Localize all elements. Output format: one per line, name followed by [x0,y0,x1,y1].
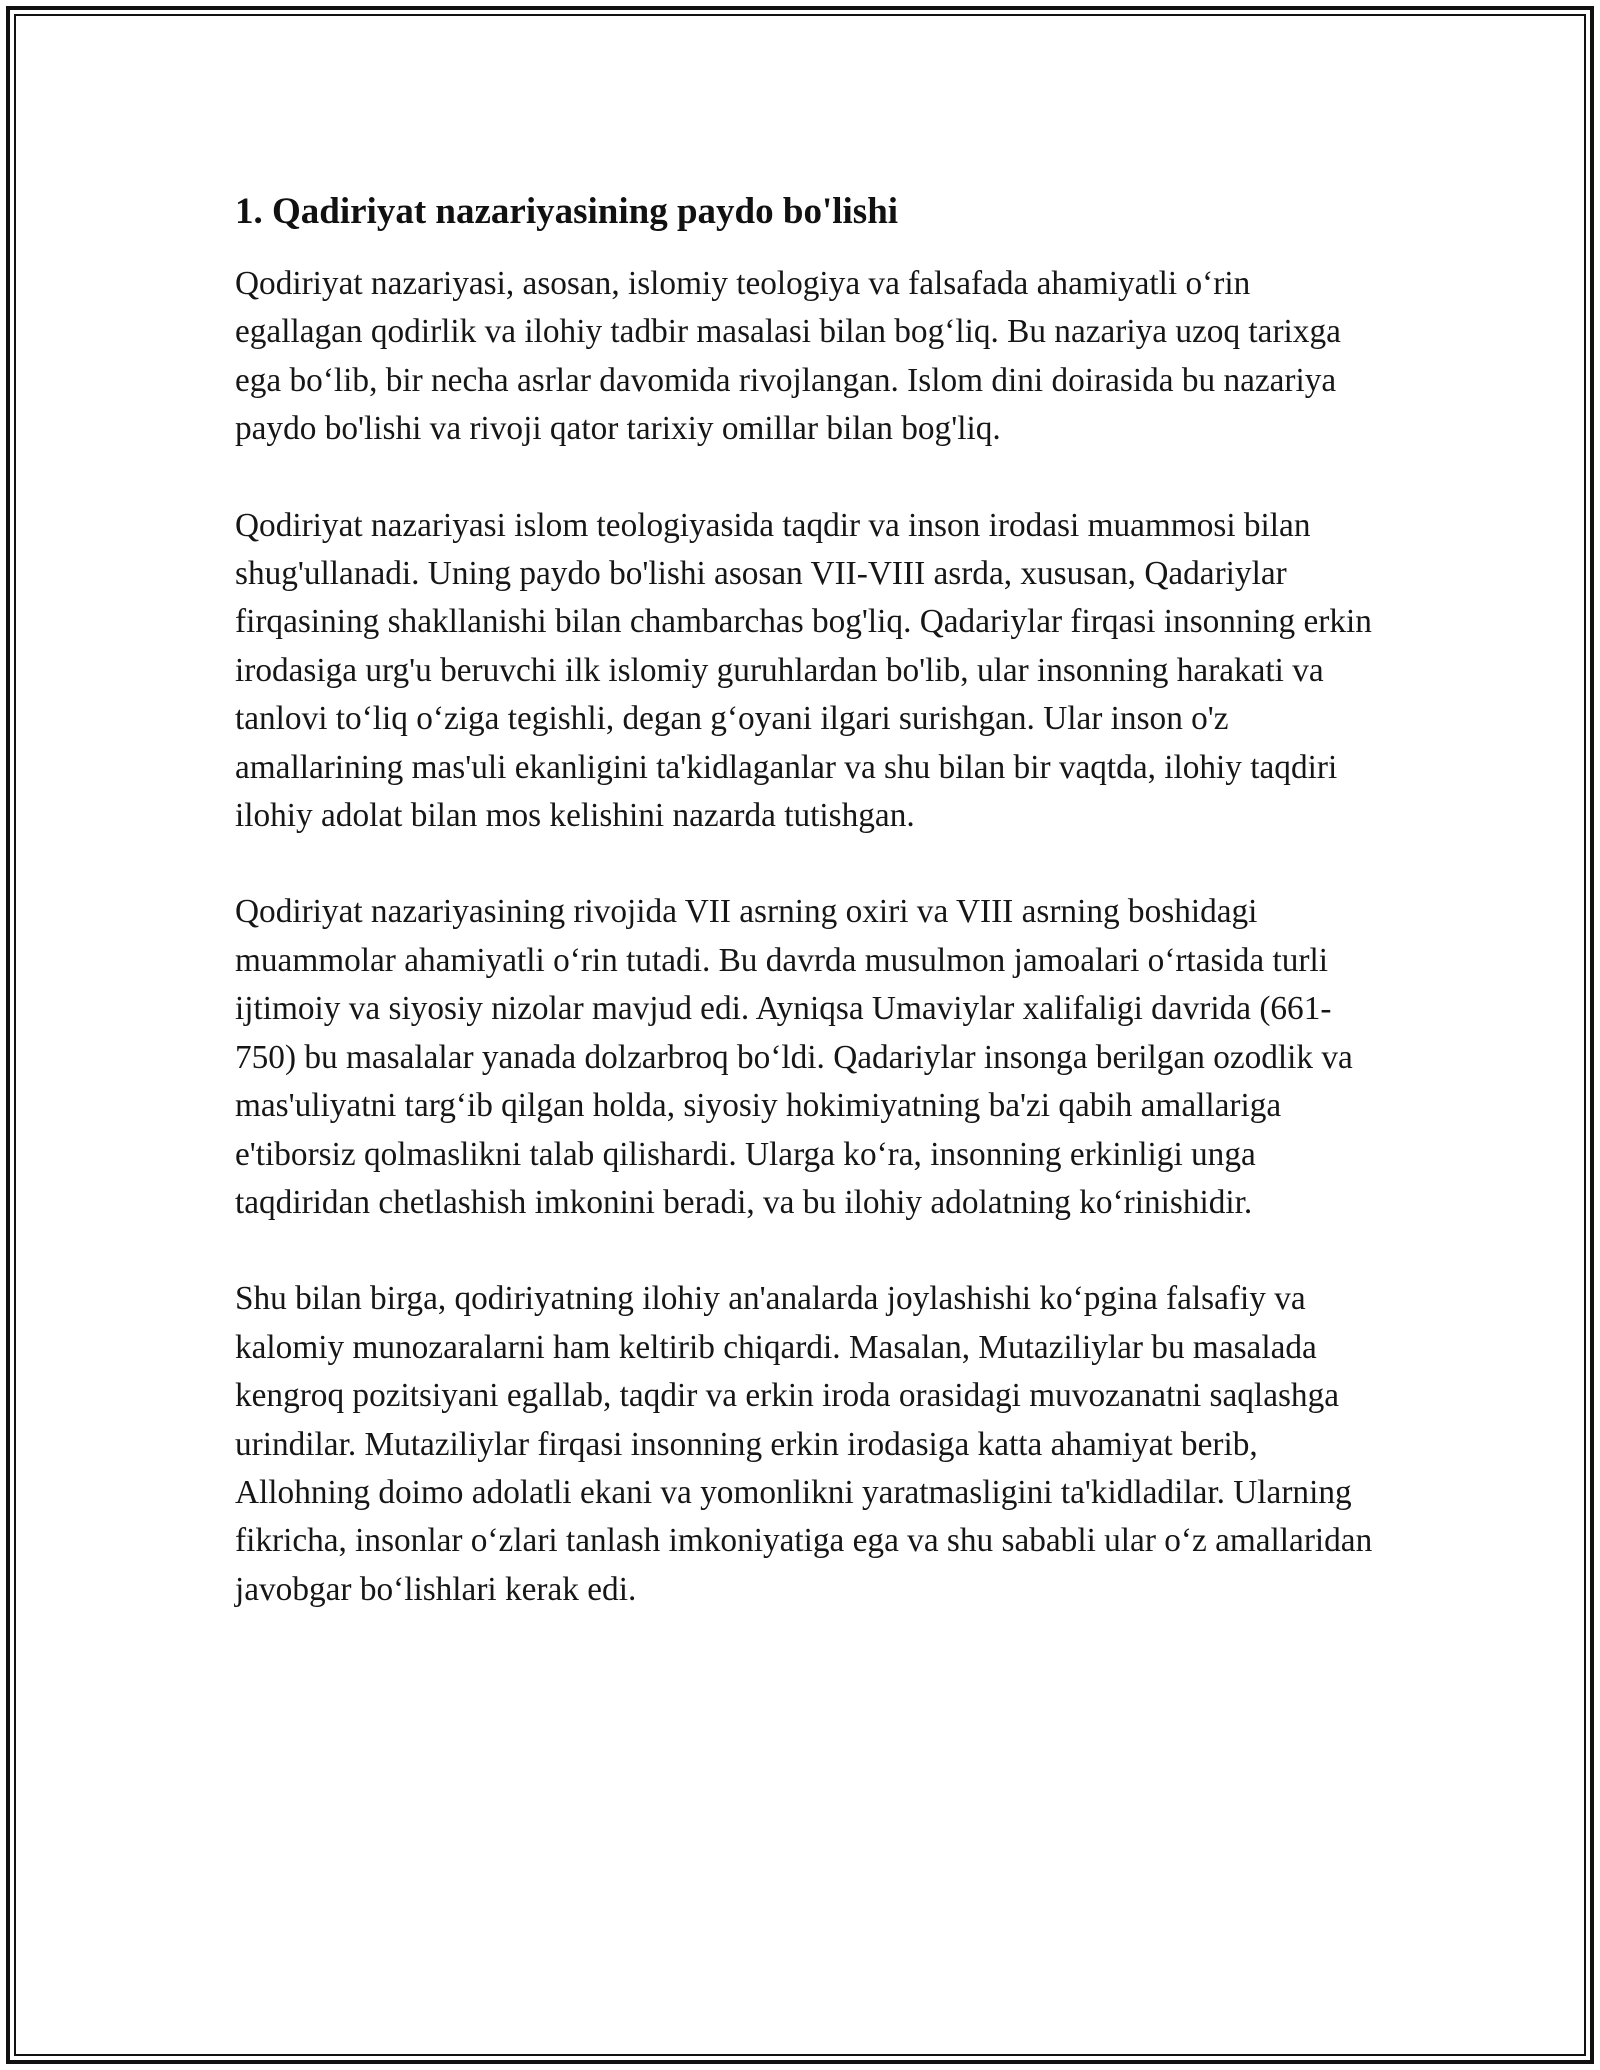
paragraph-2: Qodiriyat nazariyasi islom teologiyasida taqdir va inson irodasi muammosi bilan shug'ullanadi. Uning paydo bo'lishi asosan VII-VIII asrda, xususan, Qadariylar firqasining shakllanishi bilan chambarchas bog'liq. Qadariylar firqasi insonning erkin irodasiga urg'u beruvchi ilk islomiy guruhlardan bo'lib, ular insonning harakati va tanlovi toʻliq oʻziga tegishli, degan gʻoyani ilgari surishgan. Ular inson o'z amallarining mas'uli ekanligini ta'kidlaganlar va shu bilan bir vaqtda, ilohiy taqdiri ilohiy adolat bilan mos kelishini nazarda tutishgan. [235,506,1372,835]
paragraph-4: Shu bilan birga, qodiriyatning ilohiy an'analarda joylashishi koʻpgina falsafiy va kalomiy munozaralarni ham keltirib chiqardi. Masalan, Mutaziliylar bu masalada kengroq pozitsiyani egallab, taqdir va erkin iroda orasidagi muvozanatni saqlashga urindilar. Mutaziliylar firqasi insonning erkin irodasiga katta ahamiyat berib, Allohning doimo adolatli ekani va yomonlikni yaratmasligini ta'kidladilar. Ularning fikricha, insonlar oʻzlari tanlash imkoniyatiga ega va shu sababli ular oʻz amallaridan javobgar boʻlishlari kerak edi. [235,1280,1373,1608]
paragraph-1: Qodiriyat nazariyasi, asosan, islomiy teologiya va falsafada ahamiyatli oʻrin egallagan qodirlik va ilohiy tadbir masalasi bilan bogʻliq. Bu nazariya uzoq tarixga ega boʻlib, bir necha asrlar davomida rivojlangan. Islom dini doirasida bu nazariya paydo bo'lishi va rivoji qator tarixiy omillar bilan bog'liq. [235,265,1341,448]
document-body [235,188,1375,1662]
paragraph-3: Qodiriyat nazariyasining rivojida VII asrning oxiri va VIII asrning boshidagi muammolar ahamiyatli oʻrin tutadi. Bu davrda musulmon jamoalari oʻrtasida turli ijtimoiy va siyosiy nizolar mavjud edi. Ayniqsa Umaviylar xalifaligi davrida (661-750) bu masalalar yanada dolzarbroq boʻldi. Qadariylar insonga berilgan ozodlik va mas'uliyatni targʻib qilgan holda, siyosiy hokimiyatning ba'zi qabih amallariga e'tiborsiz qolmaslikni talab qilishardi. Ularga koʻra, insonning erkinligi unga taqdiridan chetlashish imkonini beradi, va bu ilohiy adolatning koʻrinishidir. [235,893,1353,1221]
section-heading: 1. Qadiriyat nazariyasining paydo bo'lishi [235,191,899,232]
